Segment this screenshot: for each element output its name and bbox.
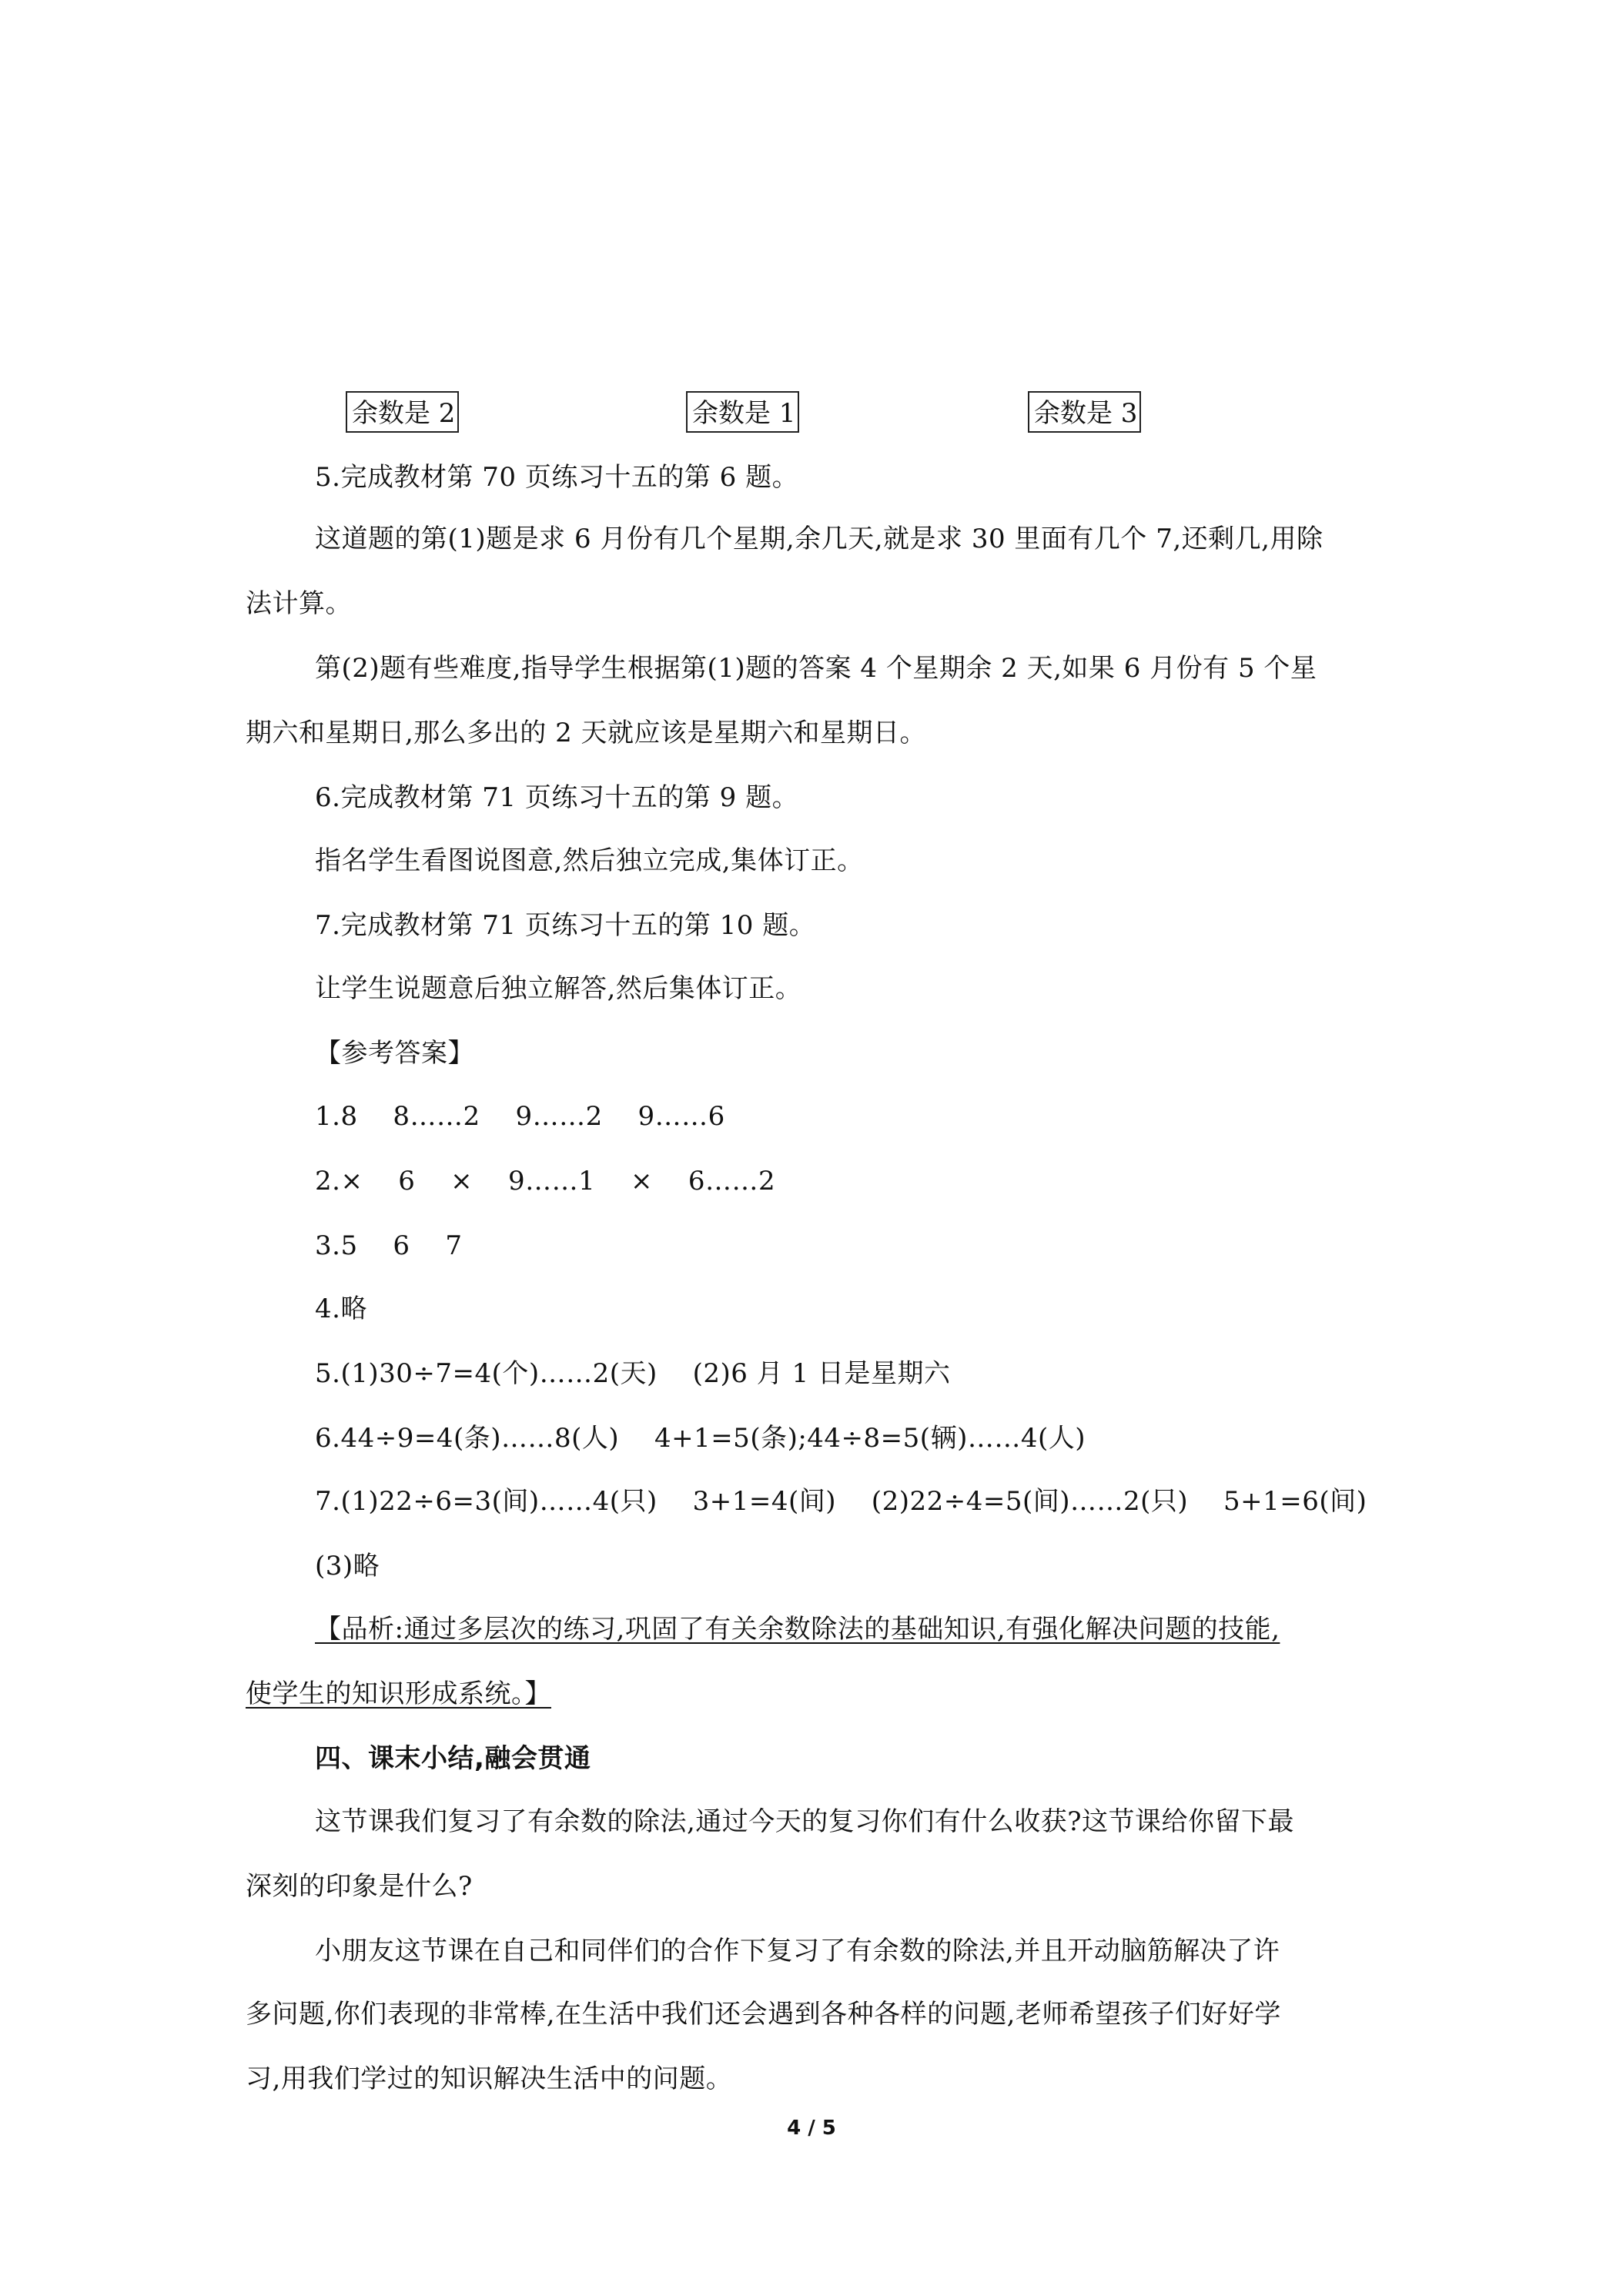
paragraph-line: 小朋友这节课在自己和同伴们的合作下复习了有余数的除法,并且开动脑筋解决了许 <box>315 1936 1280 1966</box>
answers-heading: 【参考答案】 <box>315 1038 474 1069</box>
exercise-6-heading: 6.完成教材第 71 页练习十五的第 9 题。 <box>315 782 799 813</box>
exercise-7-heading: 7.完成教材第 71 页练习十五的第 10 题。 <box>315 910 816 941</box>
answer-line: 7.(1)22÷6=3(间)……4(只) 3+1=4(间) (2)22÷4=5(间)……2(只) 5+1=6(间) <box>315 1486 1367 1517</box>
paragraph-line: 这道题的第(1)题是求 6 月份有几个星期,余几天,就是求 30 里面有几个 7,还剩几,用除 <box>315 524 1323 554</box>
answer-line: 2.× 6 × 9……1 × 6……2 <box>315 1166 776 1197</box>
answer-line: 4.略 <box>315 1294 367 1324</box>
answer-line: 3.5 6 7 <box>315 1230 463 1261</box>
paragraph-line: 多问题,你们表现的非常棒,在生活中我们还会遇到各种各样的问题,老师希望孩子们好好学 <box>246 1999 1281 2030</box>
section-heading: 四、课末小结,融会贯通 <box>315 1743 591 1774</box>
answer-line: (3)略 <box>315 1551 380 1581</box>
paragraph-line: 习,用我们学过的知识解决生活中的问题。 <box>246 2063 733 2094</box>
analysis-line: 使学生的知识形成系统。】 <box>246 1678 551 1709</box>
paragraph-line: 法计算。 <box>246 588 352 619</box>
answer-line: 1.8 8……2 9……2 9……6 <box>315 1101 725 1132</box>
exercise-5-heading: 5.完成教材第 70 页练习十五的第 6 题。 <box>315 462 799 493</box>
analysis-line: 【品析:通过多层次的练习,巩固了有关余数除法的基础知识,有强化解决问题的技能, <box>315 1614 1280 1645</box>
paragraph-line: 这节课我们复习了有余数的除法,通过今天的复习你们有什么收获?这节课给你留下最 <box>315 1806 1295 1837</box>
paragraph-line: 让学生说题意后独立解答,然后集体订正。 <box>315 973 802 1004</box>
answer-line: 5.(1)30÷7=4(个)……2(天) (2)6 月 1 日是星期六 <box>315 1358 951 1389</box>
remainder-box-2: 余数是 2 <box>346 391 459 433</box>
page-indicator: 4 / 5 <box>787 2117 836 2140</box>
paragraph-line: 第(2)题有些难度,指导学生根据第(1)题的答案 4 个星期余 2 天,如果 6 月份有 5 个星 <box>315 653 1317 684</box>
remainder-box-3: 余数是 3 <box>1028 391 1141 433</box>
remainder-box-1: 余数是 1 <box>686 391 799 433</box>
answer-line: 6.44÷9=4(条)……8(人) 4+1=5(条);44÷8=5(辆)……4(人) <box>315 1423 1086 1454</box>
paragraph-line: 指名学生看图说图意,然后独立完成,集体订正。 <box>315 845 864 876</box>
paragraph-line: 期六和星期日,那么多出的 2 天就应该是星期六和星期日。 <box>246 718 927 748</box>
paragraph-line: 深刻的印象是什么? <box>246 1871 473 1902</box>
